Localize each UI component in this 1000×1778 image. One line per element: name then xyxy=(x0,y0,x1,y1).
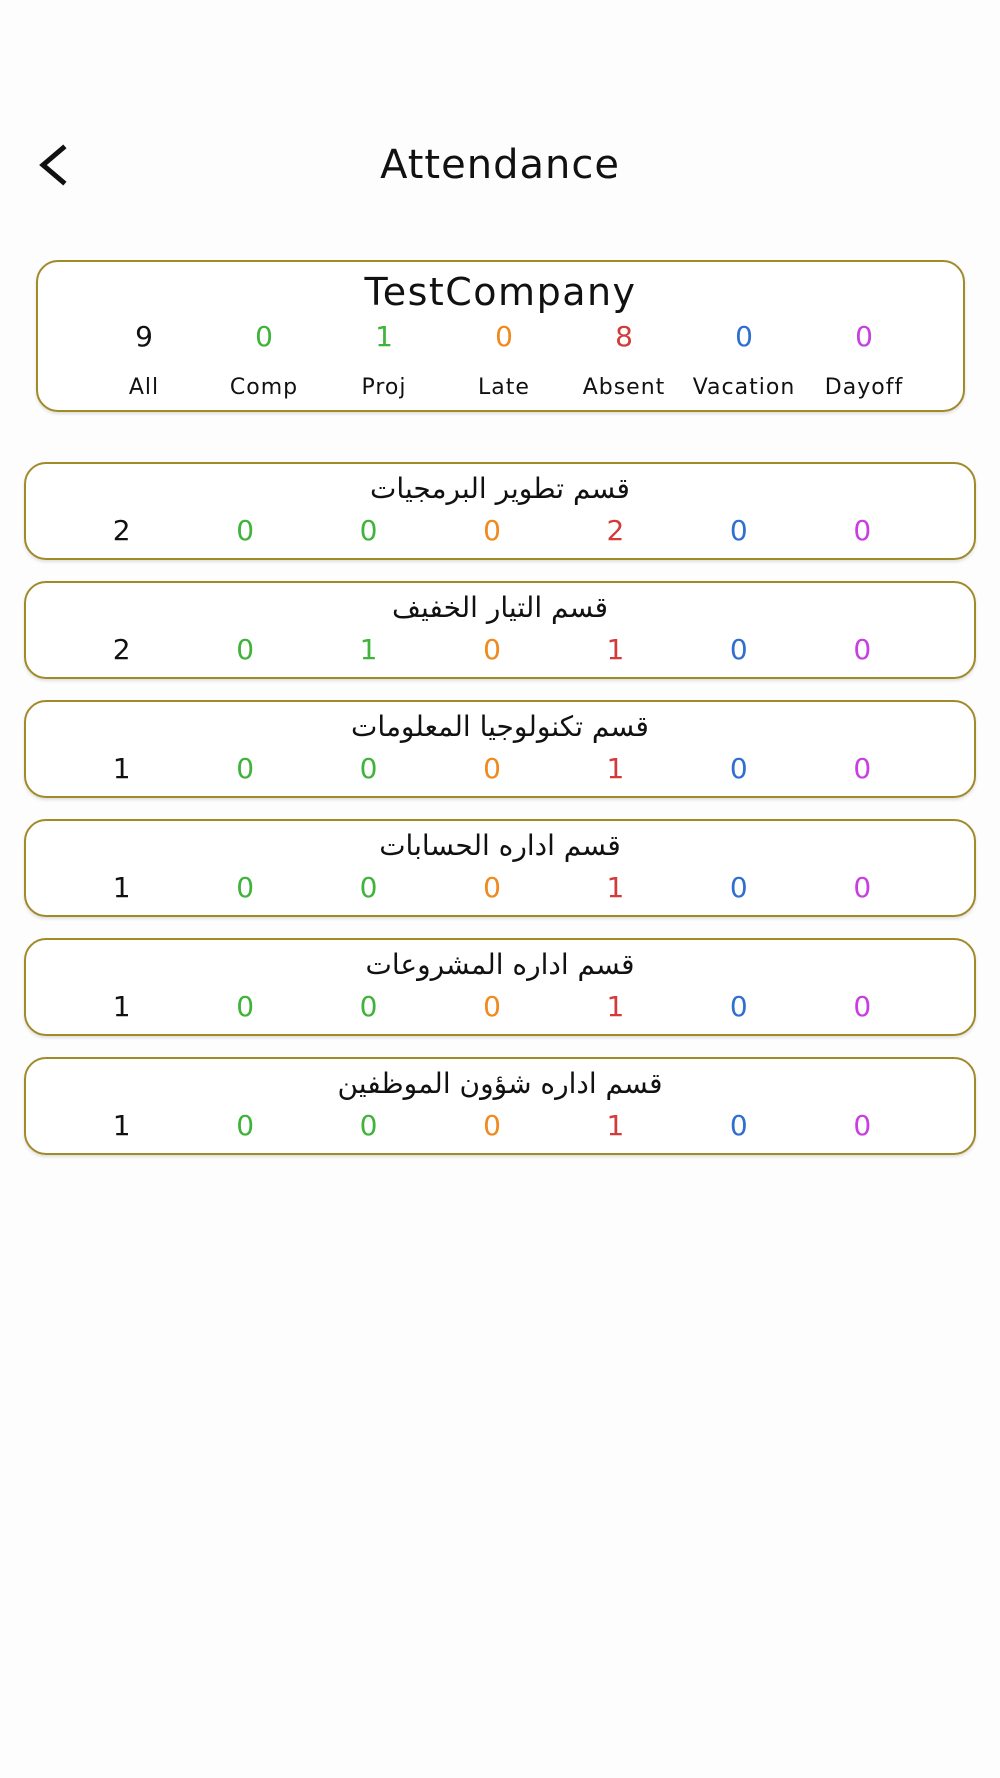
count-vacation: 0 xyxy=(729,871,748,904)
count-proj: 0 xyxy=(359,990,378,1023)
count-vacation: 0 xyxy=(729,752,748,785)
count-proj: 0 xyxy=(359,1109,378,1142)
count-absent: 8 xyxy=(615,320,633,353)
label-comp: Comp xyxy=(229,375,299,400)
count-absent: 1 xyxy=(606,990,625,1023)
label-all: All xyxy=(128,375,160,400)
count-absent: 1 xyxy=(606,871,625,904)
count-proj: 0 xyxy=(359,514,378,547)
count-absent: 2 xyxy=(606,514,625,547)
department-counts-row xyxy=(60,633,924,666)
count-comp: 0 xyxy=(236,752,255,785)
count-late: 0 xyxy=(483,633,501,666)
count-vacation: 0 xyxy=(729,633,748,666)
count-proj: 1 xyxy=(359,633,378,666)
count-all: 1 xyxy=(112,990,131,1023)
count-late: 0 xyxy=(483,514,501,547)
department-name: قسم اداره شؤون الموظفين xyxy=(337,1067,663,1100)
count-late: 0 xyxy=(495,320,513,353)
count-proj: 0 xyxy=(359,871,378,904)
department-counts-row xyxy=(60,871,924,904)
label-late: Late xyxy=(478,375,530,400)
count-comp: 0 xyxy=(236,990,255,1023)
company-labels-row xyxy=(84,375,924,400)
count-all: 1 xyxy=(112,752,131,785)
label-proj: Proj xyxy=(361,375,407,400)
count-late: 0 xyxy=(483,871,501,904)
count-comp: 0 xyxy=(236,1109,255,1142)
department-name: قسم تطوير البرمجيات xyxy=(370,472,630,505)
count-comp: 0 xyxy=(236,633,255,666)
count-late: 0 xyxy=(483,990,501,1023)
count-absent: 1 xyxy=(606,633,625,666)
count-dayoff: 0 xyxy=(855,320,873,353)
count-vacation: 0 xyxy=(729,990,748,1023)
department-counts-row xyxy=(60,752,924,785)
count-all: 1 xyxy=(112,1109,131,1142)
department-card[interactable] xyxy=(24,581,976,679)
department-list xyxy=(24,462,976,1176)
count-dayoff: 0 xyxy=(853,514,872,547)
department-card[interactable] xyxy=(24,819,976,917)
count-all: 2 xyxy=(112,633,131,666)
count-vacation: 0 xyxy=(735,320,753,353)
count-all: 1 xyxy=(112,871,131,904)
department-card[interactable] xyxy=(24,1057,976,1155)
department-counts-row xyxy=(60,514,924,547)
count-proj: 1 xyxy=(375,320,393,353)
count-comp: 0 xyxy=(236,871,255,904)
count-vacation: 0 xyxy=(729,1109,748,1142)
count-all: 9 xyxy=(135,320,153,353)
count-vacation: 0 xyxy=(729,514,748,547)
count-dayoff: 0 xyxy=(853,633,872,666)
department-name: قسم التيار الخفيف xyxy=(391,591,609,624)
count-all: 2 xyxy=(112,514,131,547)
page-title: Attendance xyxy=(380,142,620,188)
count-late: 0 xyxy=(483,752,501,785)
department-name: قسم تكنولوجيا المعلومات xyxy=(351,710,649,743)
department-card[interactable] xyxy=(24,938,976,1036)
count-comp: 0 xyxy=(255,320,273,353)
count-absent: 1 xyxy=(606,1109,625,1142)
company-counts-row xyxy=(84,320,924,353)
count-absent: 1 xyxy=(606,752,625,785)
count-dayoff: 0 xyxy=(853,752,872,785)
label-vacation: Vacation xyxy=(692,375,796,400)
count-comp: 0 xyxy=(236,514,255,547)
department-counts-row xyxy=(60,990,924,1023)
count-dayoff: 0 xyxy=(853,871,872,904)
department-card[interactable] xyxy=(24,462,976,560)
department-name: قسم اداره المشروعات xyxy=(365,948,635,981)
label-dayoff: Dayoff xyxy=(824,375,904,400)
department-name: قسم اداره الحسابات xyxy=(379,829,621,862)
department-counts-row xyxy=(60,1109,924,1142)
label-absent: Absent xyxy=(582,375,666,400)
company-name: TestCompany xyxy=(364,270,637,314)
department-card[interactable] xyxy=(24,700,976,798)
count-dayoff: 0 xyxy=(853,1109,872,1142)
count-dayoff: 0 xyxy=(853,990,872,1023)
count-proj: 0 xyxy=(359,752,378,785)
top-bar xyxy=(0,120,1000,210)
company-summary-card[interactable] xyxy=(36,260,965,412)
count-late: 0 xyxy=(483,1109,501,1142)
